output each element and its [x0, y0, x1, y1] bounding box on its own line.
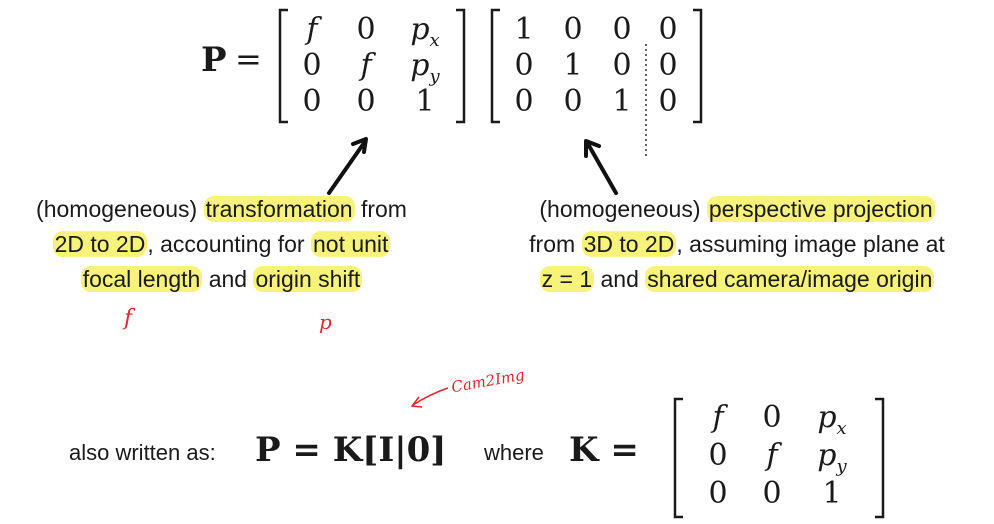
where-label: where: [484, 440, 544, 465]
k-r2-c0: 0: [708, 476, 728, 511]
arrow-right-shaft: [588, 144, 616, 193]
k-r2-c2: 1: [822, 476, 842, 511]
note-left-line1: (homogeneous) transformation from: [36, 196, 407, 222]
formula-P-K-I-0: P = K[I|0]: [255, 430, 447, 470]
m2-r2-c0: 0: [514, 84, 534, 119]
note-right-line3: z = 1 and shared camera/image origin: [541, 266, 933, 292]
m2-r0-c2: 0: [612, 12, 632, 47]
m2-r2-c3: 0: [658, 84, 678, 119]
k-r2-c1: 0: [762, 476, 782, 511]
note-right-line2: from 3D to 2D, assuming image plane at: [529, 231, 945, 257]
handwritten-cam2img: Cam2Img: [449, 365, 526, 397]
m1-r2-c1: 0: [356, 84, 376, 119]
m2-r2-c1: 0: [563, 84, 583, 119]
note-left: [0, 192, 443, 297]
m2-r1-c2: 0: [612, 48, 632, 83]
k-r1-c0: 0: [708, 438, 728, 473]
k-r0-c1: 0: [762, 400, 782, 435]
m1-r2-c0: 0: [302, 84, 322, 119]
k-r0-c2: $p_x$: [817, 400, 847, 439]
m1-r2-c2: 1: [415, 84, 435, 119]
arrow-left-shaft: [329, 143, 364, 193]
handwritten-p: p: [319, 310, 332, 334]
m2-r2-c2: 1: [612, 84, 632, 119]
m2-r0-c1: 0: [563, 12, 583, 47]
m2-r1-c3: 0: [658, 48, 678, 83]
handwritten-f: f: [124, 306, 133, 331]
m1-r1-c2: $p_y$: [410, 48, 440, 87]
note-left-line3: focal length and origin shift: [82, 266, 361, 292]
red-arrow: [413, 388, 448, 405]
note-right-line1: (homogeneous) perspective projection: [539, 196, 933, 222]
m1-r0-c0: f: [306, 12, 318, 47]
k-r1-c1: f: [766, 438, 778, 473]
m2-r1-c0: 0: [514, 48, 534, 83]
m1-r1-c0: 0: [302, 48, 322, 83]
k-r1-c2: $p_y$: [817, 438, 847, 477]
m2-r0-c3: 0: [658, 12, 678, 47]
equals-sign: =: [235, 40, 262, 78]
m1-r0-c2: $p_x$: [410, 12, 440, 51]
also-written-label: also written as:: [69, 440, 216, 465]
k-r0-c0: f: [712, 400, 724, 435]
note-right: [490, 192, 984, 297]
m1-r1-c1: f: [360, 48, 372, 83]
note-left-line2: 2D to 2D, accounting for not unit: [54, 231, 389, 257]
lhs-P: P: [201, 40, 227, 80]
m1-r0-c1: 0: [356, 12, 376, 47]
m2-r1-c1: 1: [563, 48, 583, 83]
K-equals: K =: [569, 430, 639, 470]
m2-r0-c0: 1: [514, 12, 534, 47]
